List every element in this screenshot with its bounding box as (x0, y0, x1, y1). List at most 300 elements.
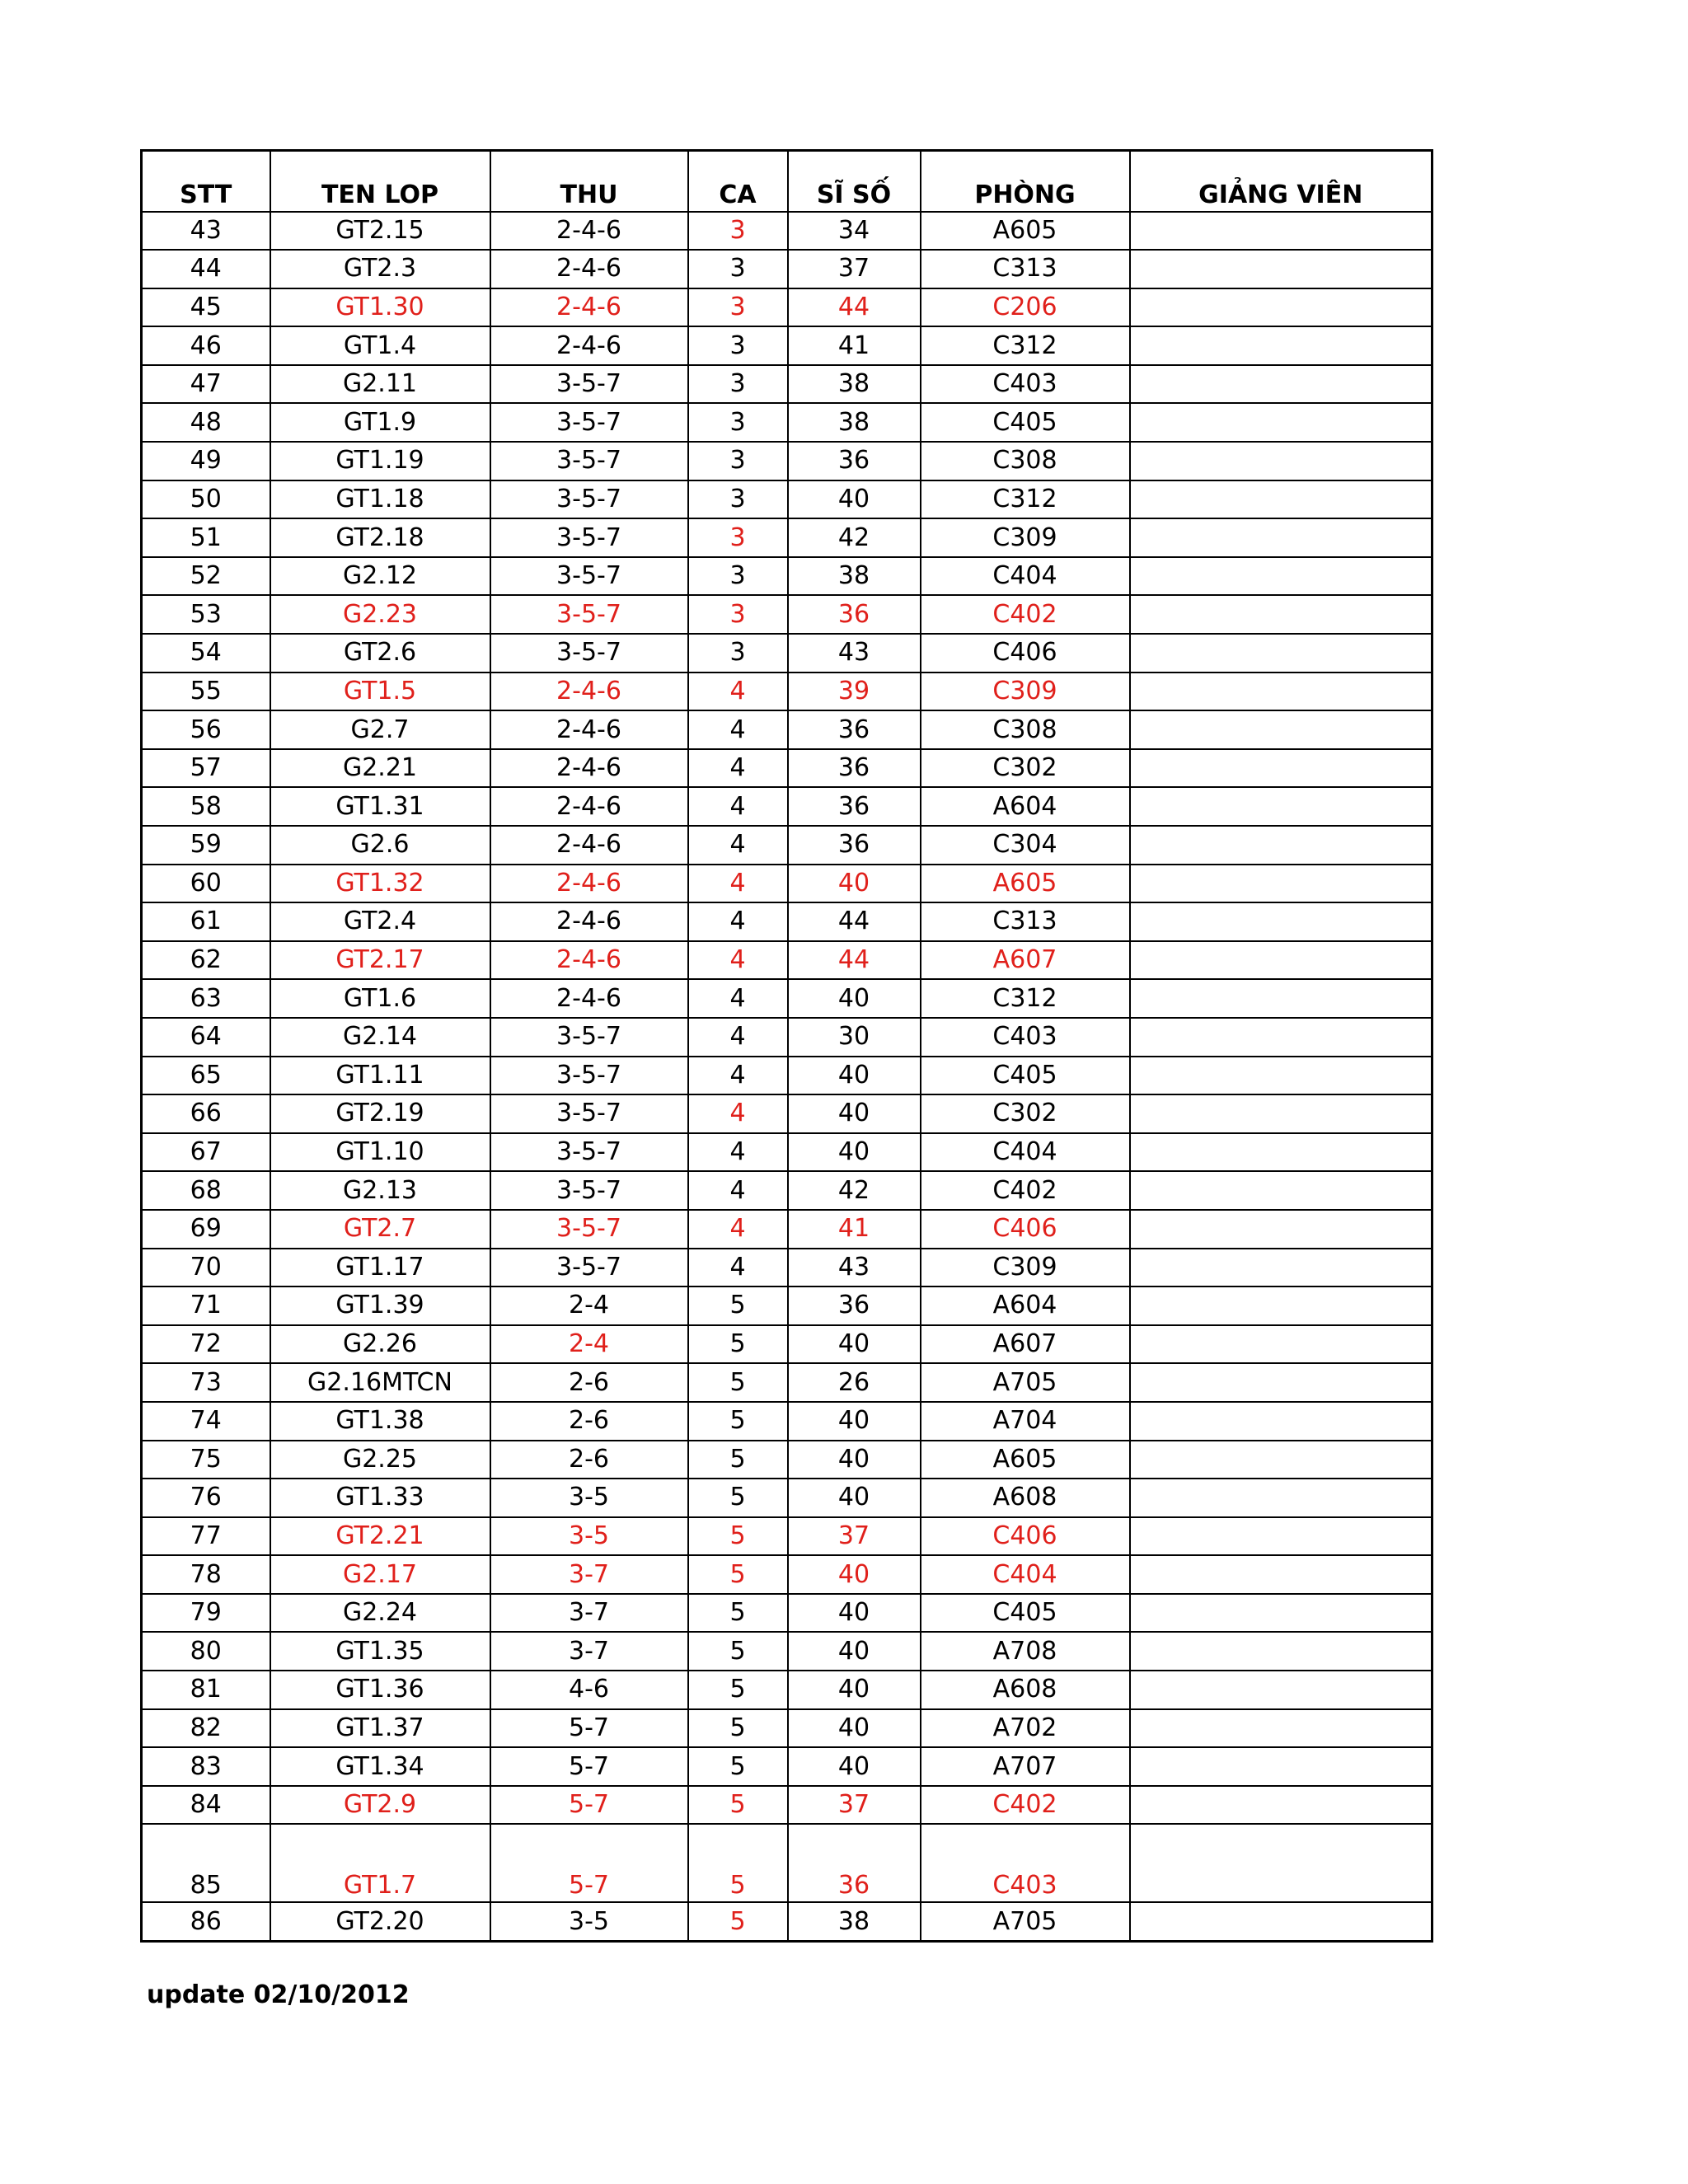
cell-ca: 5 (688, 1824, 788, 1902)
table-row (142, 710, 1432, 749)
cell-stt: 59 (142, 826, 270, 865)
cell-si-so: 43 (788, 1249, 921, 1287)
cell-si-so: 44 (788, 902, 921, 941)
cell-phong: C405 (921, 403, 1130, 442)
cell-giang-vien (1130, 403, 1432, 442)
cell-si-so: 41 (788, 1210, 921, 1249)
cell-phong: C308 (921, 710, 1130, 749)
cell-ca: 5 (688, 1786, 788, 1825)
cell-stt: 64 (142, 1018, 270, 1057)
table-row (142, 1555, 1432, 1594)
cell-ten-lop: GT1.34 (270, 1747, 490, 1786)
cell-thu: 2-4-6 (490, 673, 688, 711)
cell-ca: 3 (688, 595, 788, 634)
cell-stt: 71 (142, 1286, 270, 1325)
cell-giang-vien (1130, 518, 1432, 557)
table-row (142, 326, 1432, 365)
cell-giang-vien (1130, 1594, 1432, 1633)
cell-phong: C404 (921, 1555, 1130, 1594)
cell-phong: A707 (921, 1747, 1130, 1786)
cell-stt: 50 (142, 480, 270, 519)
header-stt: STT (142, 151, 270, 212)
cell-thu: 2-4-6 (490, 250, 688, 288)
cell-stt: 82 (142, 1709, 270, 1748)
cell-phong: C302 (921, 749, 1130, 788)
cell-giang-vien (1130, 1902, 1432, 1941)
cell-stt: 66 (142, 1094, 270, 1133)
cell-si-so: 40 (788, 1671, 921, 1709)
cell-giang-vien (1130, 1709, 1432, 1748)
table-row (142, 1057, 1432, 1095)
cell-ca: 3 (688, 365, 788, 404)
cell-stt: 85 (142, 1824, 270, 1902)
cell-stt: 53 (142, 595, 270, 634)
cell-stt: 49 (142, 442, 270, 480)
cell-ten-lop: G2.11 (270, 365, 490, 404)
cell-phong: A604 (921, 1286, 1130, 1325)
cell-si-so: 40 (788, 1325, 921, 1364)
table-row (142, 1632, 1432, 1671)
cell-ca: 4 (688, 1018, 788, 1057)
cell-ca: 3 (688, 288, 788, 327)
cell-stt: 78 (142, 1555, 270, 1594)
cell-ca: 5 (688, 1902, 788, 1941)
cell-stt: 83 (142, 1747, 270, 1786)
cell-ten-lop: GT1.11 (270, 1057, 490, 1095)
cell-phong: C404 (921, 1133, 1130, 1172)
header-ca: CA (688, 151, 788, 212)
cell-si-so: 40 (788, 1555, 921, 1594)
cell-si-so: 36 (788, 1824, 921, 1902)
cell-giang-vien (1130, 1632, 1432, 1671)
cell-si-so: 38 (788, 1902, 921, 1941)
table-row (142, 365, 1432, 404)
cell-si-so: 37 (788, 1517, 921, 1556)
table-row (142, 403, 1432, 442)
table-row (142, 1709, 1432, 1748)
cell-ten-lop: GT1.9 (270, 403, 490, 442)
cell-giang-vien (1130, 1018, 1432, 1057)
cell-phong: A705 (921, 1902, 1130, 1941)
cell-phong: C309 (921, 673, 1130, 711)
table-row (142, 518, 1432, 557)
cell-thu: 4-6 (490, 1671, 688, 1709)
cell-ten-lop: G2.23 (270, 595, 490, 634)
cell-phong: C312 (921, 326, 1130, 365)
cell-si-so: 26 (788, 1363, 921, 1402)
cell-stt: 57 (142, 749, 270, 788)
cell-phong: A608 (921, 1671, 1130, 1709)
cell-stt: 62 (142, 941, 270, 980)
cell-giang-vien (1130, 673, 1432, 711)
cell-phong: A607 (921, 1325, 1130, 1364)
cell-giang-vien (1130, 326, 1432, 365)
table-row (142, 1671, 1432, 1709)
cell-stt: 74 (142, 1402, 270, 1441)
cell-ca: 4 (688, 1249, 788, 1287)
cell-si-so: 40 (788, 480, 921, 519)
cell-giang-vien (1130, 749, 1432, 788)
table-row (142, 1171, 1432, 1210)
cell-thu: 5-7 (490, 1824, 688, 1902)
table-row (142, 826, 1432, 865)
cell-giang-vien (1130, 1363, 1432, 1402)
cell-thu: 3-5 (490, 1517, 688, 1556)
cell-ten-lop: G2.24 (270, 1594, 490, 1633)
cell-stt: 56 (142, 710, 270, 749)
cell-giang-vien (1130, 1286, 1432, 1325)
cell-thu: 2-6 (490, 1402, 688, 1441)
table-row (142, 902, 1432, 941)
cell-thu: 2-4-6 (490, 710, 688, 749)
cell-thu: 2-4-6 (490, 826, 688, 865)
cell-thu: 3-5-7 (490, 1133, 688, 1172)
cell-giang-vien (1130, 902, 1432, 941)
cell-thu: 2-4-6 (490, 288, 688, 327)
cell-thu: 2-6 (490, 1363, 688, 1402)
cell-si-so: 36 (788, 826, 921, 865)
cell-stt: 52 (142, 557, 270, 596)
cell-phong: C308 (921, 442, 1130, 480)
cell-ca: 4 (688, 826, 788, 865)
cell-ca: 5 (688, 1402, 788, 1441)
cell-phong: C309 (921, 1249, 1130, 1287)
cell-thu: 2-4 (490, 1286, 688, 1325)
cell-si-so: 39 (788, 673, 921, 711)
cell-si-so: 40 (788, 1479, 921, 1517)
cell-giang-vien (1130, 1824, 1432, 1902)
header-si-so: SĨ SỐ (788, 151, 921, 212)
cell-stt: 77 (142, 1517, 270, 1556)
cell-thu: 5-7 (490, 1786, 688, 1825)
table-row (142, 480, 1432, 519)
cell-giang-vien (1130, 710, 1432, 749)
cell-thu: 2-4-6 (490, 865, 688, 903)
cell-ten-lop: GT1.35 (270, 1632, 490, 1671)
table-row (142, 250, 1432, 288)
table-row (142, 442, 1432, 480)
cell-phong: C405 (921, 1057, 1130, 1095)
cell-ten-lop: GT1.36 (270, 1671, 490, 1709)
cell-si-so: 36 (788, 710, 921, 749)
cell-thu: 3-5-7 (490, 1018, 688, 1057)
cell-ten-lop: GT1.4 (270, 326, 490, 365)
cell-giang-vien (1130, 595, 1432, 634)
cell-phong: C313 (921, 250, 1130, 288)
cell-ten-lop: GT1.32 (270, 865, 490, 903)
table-row (142, 1594, 1432, 1633)
cell-giang-vien (1130, 288, 1432, 327)
cell-ca: 3 (688, 557, 788, 596)
cell-phong: C403 (921, 365, 1130, 404)
cell-ten-lop: GT2.15 (270, 212, 490, 251)
cell-si-so: 37 (788, 250, 921, 288)
cell-ten-lop: G2.25 (270, 1441, 490, 1479)
cell-phong: C405 (921, 1594, 1130, 1633)
cell-giang-vien (1130, 1517, 1432, 1556)
cell-giang-vien (1130, 1747, 1432, 1786)
table-row (142, 979, 1432, 1018)
header-phong: PHÒNG (921, 151, 1130, 212)
cell-stt: 70 (142, 1249, 270, 1287)
table-row (142, 1747, 1432, 1786)
cell-phong: C403 (921, 1018, 1130, 1057)
cell-giang-vien (1130, 442, 1432, 480)
cell-thu: 3-7 (490, 1632, 688, 1671)
cell-si-so: 40 (788, 1057, 921, 1095)
cell-stt: 55 (142, 673, 270, 711)
header-ten-lop: TEN LOP (270, 151, 490, 212)
cell-ca: 5 (688, 1286, 788, 1325)
cell-stt: 58 (142, 787, 270, 826)
cell-phong: C403 (921, 1824, 1130, 1902)
cell-thu: 2-6 (490, 1441, 688, 1479)
table-row (142, 1210, 1432, 1249)
cell-ca: 4 (688, 1133, 788, 1172)
cell-thu: 3-5 (490, 1902, 688, 1941)
table-row (142, 634, 1432, 673)
cell-si-so: 36 (788, 787, 921, 826)
cell-thu: 2-4-6 (490, 749, 688, 788)
cell-phong: C304 (921, 826, 1130, 865)
cell-phong: A608 (921, 1479, 1130, 1517)
cell-ten-lop: G2.17 (270, 1555, 490, 1594)
cell-phong: A605 (921, 212, 1130, 251)
cell-giang-vien (1130, 212, 1432, 251)
cell-ten-lop: GT2.9 (270, 1786, 490, 1825)
cell-stt: 54 (142, 634, 270, 673)
cell-phong: C309 (921, 518, 1130, 557)
cell-stt: 47 (142, 365, 270, 404)
cell-giang-vien (1130, 1786, 1432, 1825)
cell-giang-vien (1130, 1671, 1432, 1709)
cell-giang-vien (1130, 250, 1432, 288)
cell-ca: 3 (688, 634, 788, 673)
cell-ca: 4 (688, 673, 788, 711)
cell-thu: 2-4-6 (490, 212, 688, 251)
cell-ca: 4 (688, 749, 788, 788)
cell-ten-lop: G2.7 (270, 710, 490, 749)
cell-stt: 65 (142, 1057, 270, 1095)
cell-giang-vien (1130, 365, 1432, 404)
cell-giang-vien (1130, 787, 1432, 826)
cell-si-so: 36 (788, 442, 921, 480)
cell-giang-vien (1130, 1479, 1432, 1517)
cell-phong: C402 (921, 1786, 1130, 1825)
cell-si-so: 40 (788, 1709, 921, 1748)
cell-si-so: 40 (788, 1402, 921, 1441)
cell-thu: 3-5-7 (490, 1171, 688, 1210)
cell-si-so: 34 (788, 212, 921, 251)
cell-thu: 5-7 (490, 1709, 688, 1748)
cell-giang-vien (1130, 1325, 1432, 1364)
update-note: update 02/10/2012 (147, 1980, 410, 2009)
cell-thu: 2-4 (490, 1325, 688, 1364)
cell-phong: A708 (921, 1632, 1130, 1671)
cell-ten-lop: GT1.5 (270, 673, 490, 711)
cell-thu: 3-5-7 (490, 634, 688, 673)
cell-ten-lop: GT1.38 (270, 1402, 490, 1441)
cell-si-so: 40 (788, 979, 921, 1018)
cell-ca: 5 (688, 1747, 788, 1786)
cell-phong: C402 (921, 1171, 1130, 1210)
cell-phong: C406 (921, 634, 1130, 673)
cell-phong: A702 (921, 1709, 1130, 1748)
cell-si-so: 40 (788, 1094, 921, 1133)
cell-si-so: 42 (788, 1171, 921, 1210)
cell-si-so: 36 (788, 749, 921, 788)
table-row (142, 865, 1432, 903)
cell-phong: C313 (921, 902, 1130, 941)
cell-thu: 3-5-7 (490, 557, 688, 596)
cell-giang-vien (1130, 1133, 1432, 1172)
cell-phong: A604 (921, 787, 1130, 826)
cell-ten-lop: GT2.7 (270, 1210, 490, 1249)
cell-phong: C206 (921, 288, 1130, 327)
cell-ten-lop: GT1.33 (270, 1479, 490, 1517)
cell-ca: 3 (688, 480, 788, 519)
cell-ten-lop: G2.26 (270, 1325, 490, 1364)
cell-stt: 84 (142, 1786, 270, 1825)
cell-giang-vien (1130, 1249, 1432, 1287)
class-schedule-table (140, 149, 1433, 1943)
cell-ca: 4 (688, 787, 788, 826)
cell-giang-vien (1130, 826, 1432, 865)
cell-si-so: 40 (788, 865, 921, 903)
cell-ten-lop: G2.14 (270, 1018, 490, 1057)
cell-ten-lop: GT2.20 (270, 1902, 490, 1941)
cell-giang-vien (1130, 979, 1432, 1018)
cell-ten-lop: GT1.39 (270, 1286, 490, 1325)
cell-stt: 61 (142, 902, 270, 941)
table-row (142, 1094, 1432, 1133)
table-row (142, 1902, 1432, 1941)
cell-stt: 43 (142, 212, 270, 251)
cell-stt: 69 (142, 1210, 270, 1249)
cell-stt: 44 (142, 250, 270, 288)
cell-ten-lop: GT2.17 (270, 941, 490, 980)
cell-ten-lop: G2.6 (270, 826, 490, 865)
cell-stt: 81 (142, 1671, 270, 1709)
cell-phong: A605 (921, 865, 1130, 903)
cell-ten-lop: GT2.19 (270, 1094, 490, 1133)
cell-si-so: 38 (788, 365, 921, 404)
table-row (142, 749, 1432, 788)
cell-phong: C406 (921, 1517, 1130, 1556)
cell-thu: 2-4-6 (490, 902, 688, 941)
cell-stt: 68 (142, 1171, 270, 1210)
cell-thu: 5-7 (490, 1747, 688, 1786)
table-row (142, 1402, 1432, 1441)
cell-ca: 5 (688, 1517, 788, 1556)
cell-si-so: 44 (788, 288, 921, 327)
cell-giang-vien (1130, 1171, 1432, 1210)
cell-ca: 4 (688, 710, 788, 749)
cell-ca: 5 (688, 1363, 788, 1402)
cell-si-so: 40 (788, 1747, 921, 1786)
table-row (142, 1824, 1432, 1902)
cell-phong: C312 (921, 979, 1130, 1018)
cell-thu: 3-5-7 (490, 1094, 688, 1133)
cell-si-so: 44 (788, 941, 921, 980)
cell-thu: 3-7 (490, 1594, 688, 1633)
cell-ca: 3 (688, 326, 788, 365)
table-row (142, 212, 1432, 251)
cell-phong: A605 (921, 1441, 1130, 1479)
cell-ca: 3 (688, 250, 788, 288)
cell-ten-lop: GT1.10 (270, 1133, 490, 1172)
cell-stt: 46 (142, 326, 270, 365)
cell-giang-vien (1130, 1555, 1432, 1594)
cell-phong: A704 (921, 1402, 1130, 1441)
cell-ten-lop: GT1.6 (270, 979, 490, 1018)
cell-stt: 51 (142, 518, 270, 557)
cell-si-so: 36 (788, 1286, 921, 1325)
cell-thu: 2-4-6 (490, 941, 688, 980)
cell-stt: 60 (142, 865, 270, 903)
cell-phong: C302 (921, 1094, 1130, 1133)
cell-ca: 5 (688, 1632, 788, 1671)
table-row (142, 1786, 1432, 1825)
cell-thu: 3-5-7 (490, 1057, 688, 1095)
header-giang-vien: GIẢNG VIÊN (1130, 151, 1432, 212)
cell-ten-lop: GT1.19 (270, 442, 490, 480)
cell-giang-vien (1130, 865, 1432, 903)
cell-ca: 4 (688, 1210, 788, 1249)
cell-ca: 3 (688, 442, 788, 480)
cell-phong: C312 (921, 480, 1130, 519)
cell-giang-vien (1130, 1402, 1432, 1441)
table-row (142, 1325, 1432, 1364)
cell-si-so: 36 (788, 595, 921, 634)
table-row (142, 595, 1432, 634)
cell-phong: A705 (921, 1363, 1130, 1402)
table-row (142, 1441, 1432, 1479)
cell-ten-lop: GT2.6 (270, 634, 490, 673)
cell-phong: C402 (921, 595, 1130, 634)
cell-stt: 48 (142, 403, 270, 442)
cell-thu: 3-7 (490, 1555, 688, 1594)
cell-ten-lop: GT1.7 (270, 1824, 490, 1902)
cell-ca: 4 (688, 1094, 788, 1133)
cell-stt: 63 (142, 979, 270, 1018)
cell-ten-lop: G2.12 (270, 557, 490, 596)
cell-ca: 4 (688, 1057, 788, 1095)
cell-stt: 86 (142, 1902, 270, 1941)
cell-thu: 3-5-7 (490, 1210, 688, 1249)
table-row (142, 1018, 1432, 1057)
cell-si-so: 40 (788, 1441, 921, 1479)
cell-giang-vien (1130, 1441, 1432, 1479)
cell-ca: 5 (688, 1555, 788, 1594)
cell-thu: 2-4-6 (490, 326, 688, 365)
cell-ca: 5 (688, 1325, 788, 1364)
cell-si-so: 43 (788, 634, 921, 673)
cell-si-so: 30 (788, 1018, 921, 1057)
cell-ca: 5 (688, 1441, 788, 1479)
cell-thu: 3-5-7 (490, 442, 688, 480)
cell-giang-vien (1130, 557, 1432, 596)
cell-stt: 76 (142, 1479, 270, 1517)
cell-thu: 2-4-6 (490, 979, 688, 1018)
header-thu: THU (490, 151, 688, 212)
cell-giang-vien (1130, 941, 1432, 980)
cell-phong: C406 (921, 1210, 1130, 1249)
cell-si-so: 38 (788, 557, 921, 596)
cell-ten-lop: GT1.37 (270, 1709, 490, 1748)
cell-stt: 80 (142, 1632, 270, 1671)
cell-ca: 4 (688, 865, 788, 903)
